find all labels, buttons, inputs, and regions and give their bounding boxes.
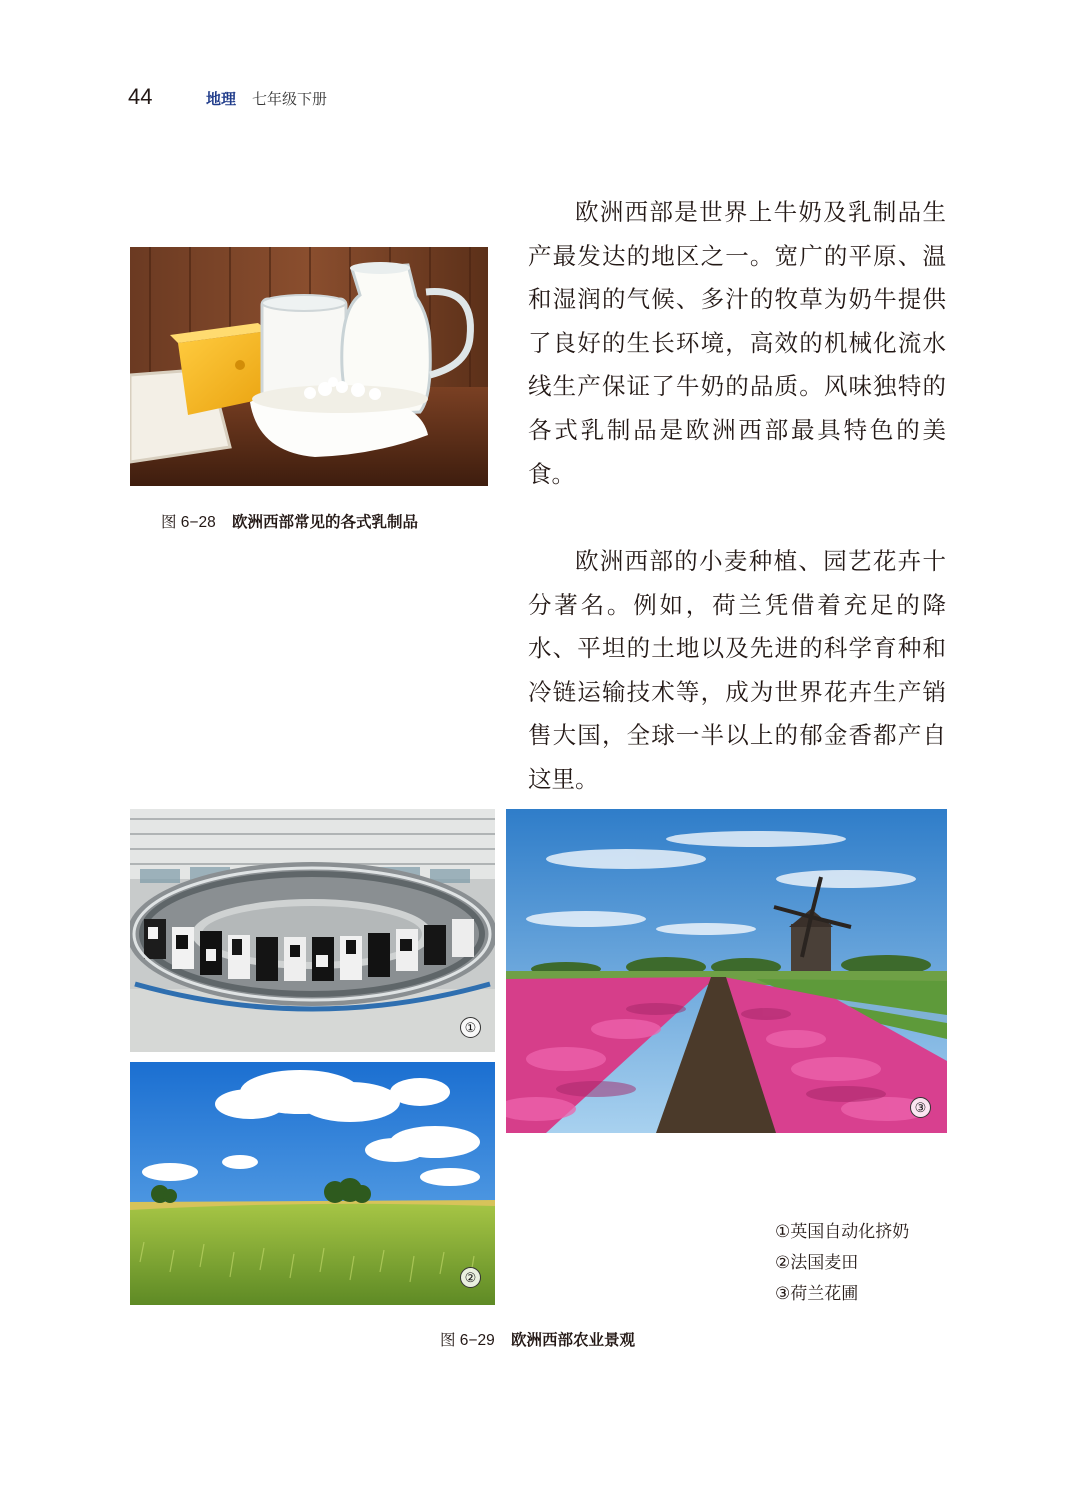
figure-6-28-caption <box>161 510 418 532</box>
page-number: 44 <box>128 84 153 109</box>
photo-marker-1: ① <box>460 1017 481 1038</box>
dairy-products-photo <box>130 247 488 486</box>
paragraph-dairy: 欧洲西部是世界上牛奶及乳制品生产最发达的地区之一。宽广的平原、温和湿润的气候、多汁的牧草为奶牛提供了良好的生长环境，高效的机械化流水线生产保证了牛奶的品质。风味独特的各式乳制品是欧洲西部最具特色的美食。 <box>528 198 946 488</box>
photo-marker-3: ③ <box>910 1097 931 1118</box>
header-grade: 七年级下册 <box>252 90 328 108</box>
figure-6-29-number: 图 6−29 <box>440 1332 495 1349</box>
legend-item-uk-milking: ①英国自动化挤奶 <box>775 1222 910 1242</box>
tulip-field-photo <box>506 809 947 1133</box>
milking-parlour-photo <box>130 809 495 1052</box>
legend-item-netherlands-flowers: ③荷兰花圃 <box>775 1284 859 1304</box>
photo-marker-2: ② <box>460 1267 481 1288</box>
paragraph-horticulture: 欧洲西部的小麦种植、园艺花卉十分著名。例如，荷兰凭借着充足的降水、平坦的土地以及先进的科学育种和冷链运输技术等，成为世界花卉生产销售大国，全球一半以上的郁金香都产自这里。 <box>528 547 946 793</box>
figure-6-29-title: 欧洲西部农业景观 <box>510 1331 635 1349</box>
header-subject: 地理 <box>206 90 237 108</box>
figure-6-28-title: 欧洲西部常见的各式乳制品 <box>231 513 418 531</box>
figure-6-29-legend <box>775 1217 909 1310</box>
figure-6-28-number: 图 6−28 <box>161 514 216 531</box>
figure-6-29-caption <box>440 1328 635 1350</box>
legend-item-france-wheat: ②法国麦田 <box>775 1253 859 1273</box>
wheat-field-photo <box>130 1062 495 1305</box>
